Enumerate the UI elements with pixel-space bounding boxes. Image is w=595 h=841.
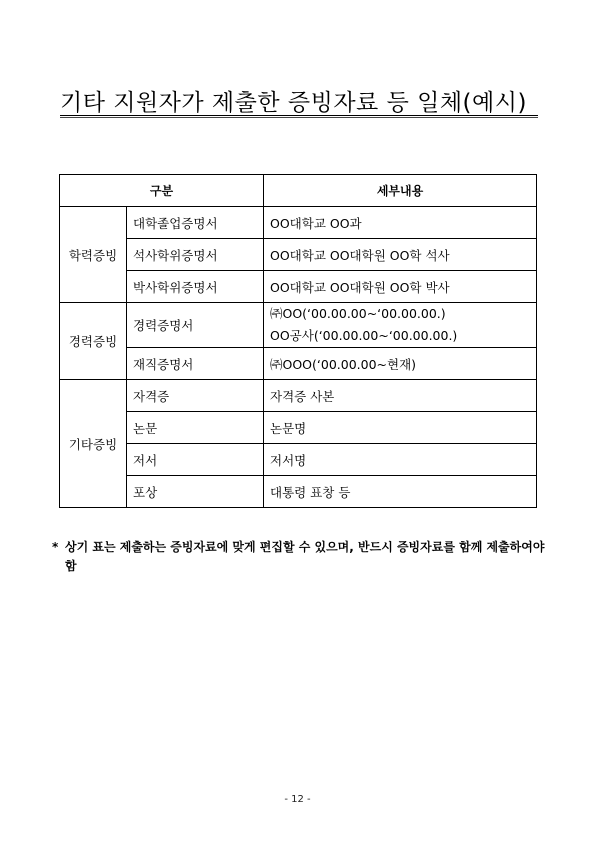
table-row <box>60 271 537 303</box>
detail-cell: OO대학교 OO대학원 OO학 석사 <box>264 239 537 271</box>
column-header-detail: 세부내용 <box>264 175 537 207</box>
title-underline <box>60 115 538 116</box>
item-cell: 자격증 <box>127 380 264 412</box>
footnote-text: 상기 표는 제출하는 증빙자료에 맞게 편집할 수 있으며, 반드시 증빙자료를 함께 제출하여야 함 <box>65 540 545 573</box>
detail-cell: 저서명 <box>264 444 537 476</box>
table-row <box>60 412 537 444</box>
detail-cell: ㈜OOO(‘00.00.00~현재) <box>264 348 537 380</box>
item-cell: 박사학위증명서 <box>127 271 264 303</box>
table-row <box>60 207 537 239</box>
category-cell-career: 경력증빙 <box>60 303 127 380</box>
footnote-marker: * <box>52 540 59 554</box>
item-cell: 저서 <box>127 444 264 476</box>
table-header-row <box>60 175 537 207</box>
detail-cell: 대통령 표창 등 <box>264 476 537 508</box>
detail-line: OO공사(‘00.00.00~‘00.00.00.) <box>270 328 458 343</box>
footnote <box>52 538 552 576</box>
page-title: 기타 지원자가 제출한 증빙자료 등 일체(예시) <box>60 90 527 116</box>
table-row <box>60 239 537 271</box>
item-cell: 석사학위증명서 <box>127 239 264 271</box>
title-underline-secondary <box>60 117 538 118</box>
detail-cell: 자격증 사본 <box>264 380 537 412</box>
table-row <box>60 348 537 380</box>
category-cell-education: 학력증빙 <box>60 207 127 303</box>
table-row <box>60 444 537 476</box>
column-header-category: 구분 <box>60 175 264 207</box>
item-cell: 경력증명서 <box>127 303 264 348</box>
evidence-table <box>59 174 537 508</box>
page-number: - 12 - <box>284 794 311 805</box>
item-cell: 논문 <box>127 412 264 444</box>
detail-cell <box>264 303 537 348</box>
table-row <box>60 380 537 412</box>
detail-cell: 논문명 <box>264 412 537 444</box>
item-cell: 대학졸업증명서 <box>127 207 264 239</box>
table-row <box>60 476 537 508</box>
table-row <box>60 303 537 348</box>
category-cell-other: 기타증빙 <box>60 380 127 508</box>
item-cell: 재직증명서 <box>127 348 264 380</box>
detail-line: ㈜OO(‘00.00.00~‘00.00.00.) <box>270 306 446 321</box>
detail-cell: OO대학교 OO과 <box>264 207 537 239</box>
item-cell: 포상 <box>127 476 264 508</box>
detail-cell: OO대학교 OO대학원 OO학 박사 <box>264 271 537 303</box>
